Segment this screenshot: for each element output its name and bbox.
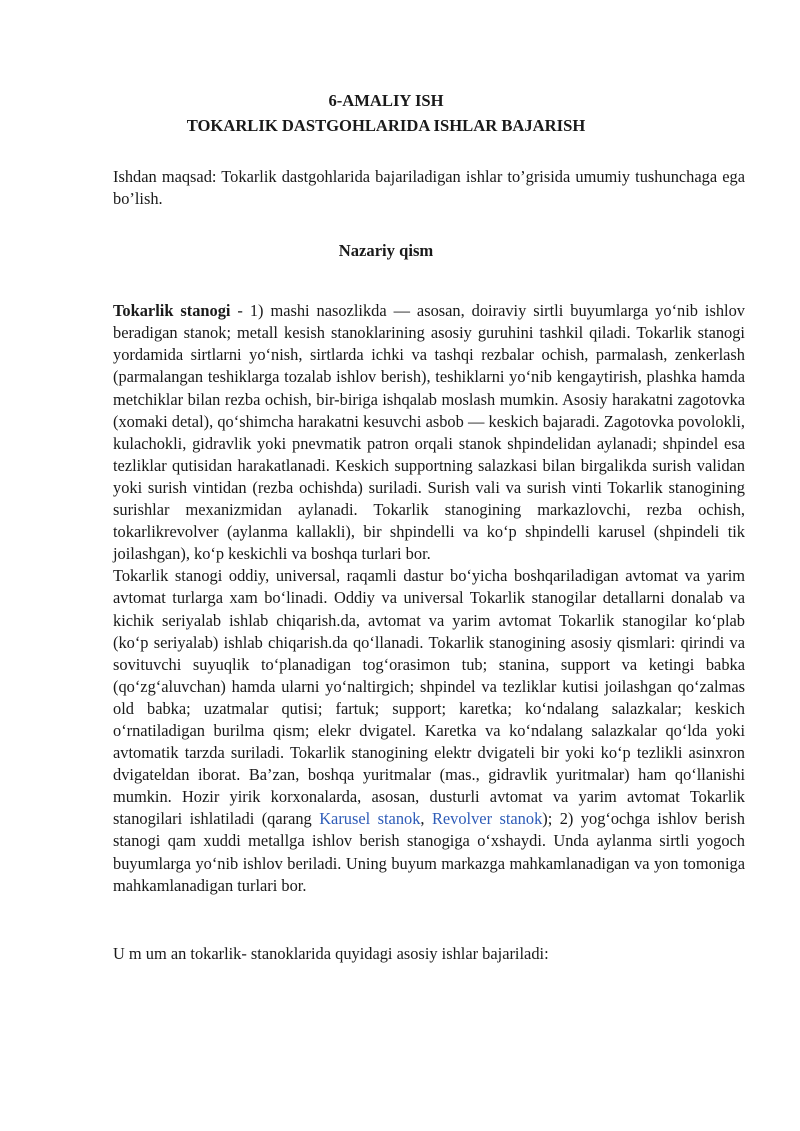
para1-body-text: - 1) mashi nasozlikda — asosan, doiraviy sirtli buyumlarga yo‘nib ishlov beradigan stanok; metall kesish stanoklarining asosiy guruhini tashkil qiladi. Tokarlik stanogi yordamida sirtlarni yo‘nish, sirtlarda ichki va tashqi rezbalar ochish, parmalash, zenkerlash (parmalangan teshiklarga tozalab ishlov berish), teshiklarni yo‘nib kengaytirish, plashka hamda metchiklar bilan rezba ochish, bir-biriga ishqalab moslash mumkin. Asosiy harakatni zagotovka (xomaki detal), qo‘shimcha harakatni kesuvchi asbob — keskich bajaradi. Zagotovka povolokli, kulachokli, gidravlik yoki pnevmatik patron orqali stanok shpindelidan aylanadi; shpindel esa tezliklar qutisidan harakatlanadi. Keskich supportning salazkasi bilan birgalikda surish validan yoki surish vintidan (rezba ochishda) suriladi. Surish vali va surish vinti Tokarlik stanogining surishlar mexanizmidan aylanadi. Tokarlik stanogining markazlovchi, rezba ochish, tokarlikrevolver (aylanma kallakli), bir shpindelli va ko‘p shpindelli karusel (shpindeli tik joilashgan), ko‘p keskichli va boshqa turlari bor. xyxy=(113,301,745,564)
para2-text-before-links: Tokarlik stanogi oddiy, universal, raqamli dastur bo‘yicha boshqariladigan avtomat va yarim avtomat turlarga xam bo‘linadi. Oddiy va universal Tokarlik stanogilar detallarni donalab va kichik seriyalab ishlab chiqarish.da, avtomat va yarim avtomat Tokarlik stanogilar ko‘plab (ko‘p seriyalab) ishlab chiqarish.da qo‘llanadi. Tokarlik stanogining asosiy qismlari: qirindi va sovituvchi suyuqlik to‘planadigan tog‘orasimon tub; stanina, support va ketingi babka (qo‘zg‘aluvchan) hamda ularni yo‘naltirgich; shpindel va tezliklar kutisi joilashgan qo‘zalmas old babka; uzatmalar qutisi; fartuk; support; karetka; ko‘ndalang salazkalar; keskich o‘rnatiladigan burilma qism; elekr dvigatel. Karetka va ko‘ndalang salazkalar qo‘lda yoki avtomatik tarzda suriladi. Tokarlik stanogining elektr dvigateli bir yoki ko‘p tezlikli asinxron dvigateldan iborat. Ba’zan, boshqa yuritmalar (mas., gidravlik yuritmalar) ham qo‘llanishi mumkin. Hozir yirik korxonalarda, asosan, dusturli avtomat va yarim avtomat Tokarlik stanogilari ishlatiladi (qarang xyxy=(113,566,745,829)
para2-link-separator: , xyxy=(420,809,432,829)
karusel-stanok-link[interactable]: Karusel stanok xyxy=(319,809,421,829)
para1-lead-term: Tokarlik stanogi xyxy=(113,301,231,321)
doc-title-line2: TOKARLIK DASTGOHLARIDA ISHLAR BAJARISH xyxy=(186,116,586,135)
doc-title-line1: 6-AMALIY ISH xyxy=(328,91,444,110)
para2-text-after-links: ); 2) yog‘ochga ishlov berish stanogi qam xuddi metallga ishlov berish stanogiga o‘xshaydi. Unda aylanma sirtli yogoch buyumlarga yo‘nib ishlov beriladi. Uning buyum markazga mahkamlanadigan va yon tomoniga mahkamlanadigan turlari bor. xyxy=(113,809,745,895)
revolver-stanok-link[interactable]: Revolver stanok xyxy=(431,809,543,829)
intro-paragraph: Ishdan maqsad: Tokarlik dastgohlarida bajariladigan ishlar to’grisida umumiy tushunchaga ega bo’lish. xyxy=(113,167,745,209)
section-heading: Nazariy qism xyxy=(338,241,434,261)
closing-line: U m um an tokarlik- stanoklarida quyidagi asosiy ishlar bajariladi: xyxy=(113,943,549,963)
document-heading-block xyxy=(113,88,745,138)
theory-paragraph-1 xyxy=(113,300,745,565)
theory-paragraph-2 xyxy=(113,565,745,896)
